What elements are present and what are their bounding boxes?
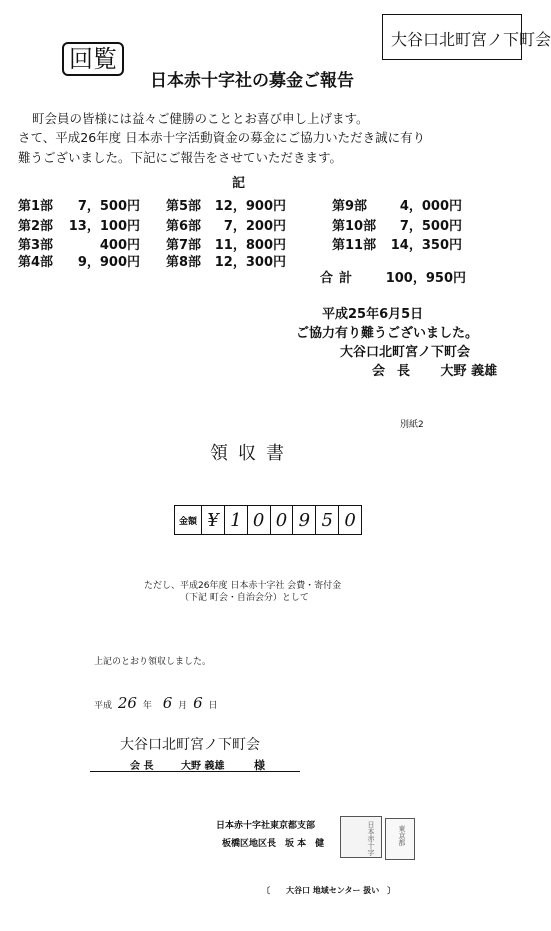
kairan-stamp: 回覧	[62, 42, 124, 76]
amount-cell: 0	[344, 509, 356, 531]
dept-name: 第4部	[18, 255, 54, 270]
receipt-note-2: （下記 町会・自治会分）として	[180, 593, 309, 603]
seal-stamp-2	[385, 818, 415, 860]
dept-row	[332, 234, 462, 253]
stamp-community-name: 大谷口北町宮ノ下町会	[391, 30, 551, 49]
receipt-org: 大谷口北町宮ノ下町会	[120, 737, 260, 753]
receipt-title: 領収書	[210, 443, 294, 464]
received-text: 上記のとおり領収しました。	[94, 657, 212, 667]
dept-name: 第3部	[18, 238, 54, 253]
footer-note: 〔 大谷口 地域センター 扱い 〕	[262, 886, 396, 895]
receipt-pres-name: 大野 義雄	[180, 761, 225, 772]
date-month-unit: 月	[178, 701, 188, 711]
dept-name: 第2部	[18, 219, 54, 234]
intro-line-2: さて、平成26年度 日本赤十字活動資金の募金にご協力いただき誠に有り	[18, 130, 426, 145]
date-year: 26	[117, 694, 137, 712]
dept-row	[18, 215, 140, 234]
community-stamp-box	[382, 14, 551, 60]
receipt-pres-title: 会 長	[130, 761, 154, 772]
intro-line-3: 難うございました。下記にご報告をさせていただきます。	[18, 150, 343, 165]
dept-amount: 12，300円	[214, 255, 286, 270]
dept-row	[18, 251, 140, 270]
total-label: 合計	[320, 271, 359, 286]
dept-row	[18, 195, 140, 214]
president-title: 会長	[372, 364, 423, 379]
dept-amount: 400円	[99, 238, 140, 253]
receipt-date	[94, 694, 218, 712]
dept-amount: 4，000円	[399, 199, 462, 214]
date-day-unit: 日	[208, 701, 218, 711]
thanks-text: ご協力有り難うございました。	[296, 326, 479, 341]
signature-org: 大谷口北町宮ノ下町会	[340, 345, 471, 360]
dept-name: 第5部	[166, 199, 202, 214]
amount-box	[174, 505, 362, 535]
date-prefix: 平成	[94, 701, 113, 711]
attachment-label: 別紙2	[400, 420, 424, 430]
report-date: 平成25年6月5日	[322, 307, 424, 322]
dept-amount: 14，350円	[390, 238, 462, 253]
dept-name: 第11部	[332, 238, 377, 253]
amount-label: 金額	[175, 506, 202, 534]
president-name: 大野 義雄	[440, 364, 498, 379]
signature-president	[372, 360, 497, 379]
dept-name: 第6部	[166, 219, 202, 234]
amount-cell: 5	[316, 506, 339, 534]
date-day: 6	[193, 694, 203, 712]
amount-cell: 9	[293, 506, 316, 534]
dept-amount: 7，200円	[223, 219, 286, 234]
dept-amount: 7，500円	[399, 219, 462, 234]
issuer-org: 日本赤十字社東京都支部	[216, 821, 316, 831]
dept-row	[166, 195, 286, 214]
dept-name: 第1部	[18, 199, 54, 214]
seal-text-1: 日本赤十字	[367, 821, 375, 856]
signature-line	[90, 771, 300, 772]
date-year-unit: 年	[142, 701, 152, 711]
issuer-person: 板橋区地区長 坂 本 健	[222, 839, 325, 849]
dept-amount: 7，500円	[77, 199, 140, 214]
receipt-note-1: ただし、平成26年度 日本赤十字社 会費・寄付金	[144, 581, 342, 591]
amount-cell: 0	[248, 506, 271, 534]
total-value: 100，950円	[385, 271, 466, 286]
dept-row	[166, 251, 286, 270]
intro-line-1: 町会員の皆様には益々ご健勝のこととお喜び申し上げます。	[32, 111, 369, 126]
dept-name: 第9部	[332, 199, 368, 214]
amount-cell: ¥	[202, 506, 225, 534]
dept-row	[332, 195, 462, 214]
dept-row	[332, 215, 462, 234]
amount-cell: 1	[225, 506, 248, 534]
dept-amount: 12，900円	[214, 199, 286, 214]
dept-name: 第8部	[166, 255, 202, 270]
seal-stamp-1	[340, 816, 382, 858]
date-month: 6	[162, 694, 173, 712]
amount-cell: 0	[271, 506, 294, 534]
dept-row	[166, 215, 286, 234]
ki-heading: 記	[232, 176, 246, 191]
honorific: 様	[253, 759, 265, 772]
dept-amount: 13，100円	[68, 219, 140, 234]
seal-text-2: 東京都	[398, 825, 406, 846]
dept-amount: 11，800円	[214, 238, 286, 253]
dept-amount: 9，900円	[77, 255, 140, 270]
dept-name: 第7部	[166, 238, 202, 253]
page-title: 日本赤十字社の募金ご報告	[150, 71, 354, 91]
dept-name: 第10部	[332, 219, 377, 234]
